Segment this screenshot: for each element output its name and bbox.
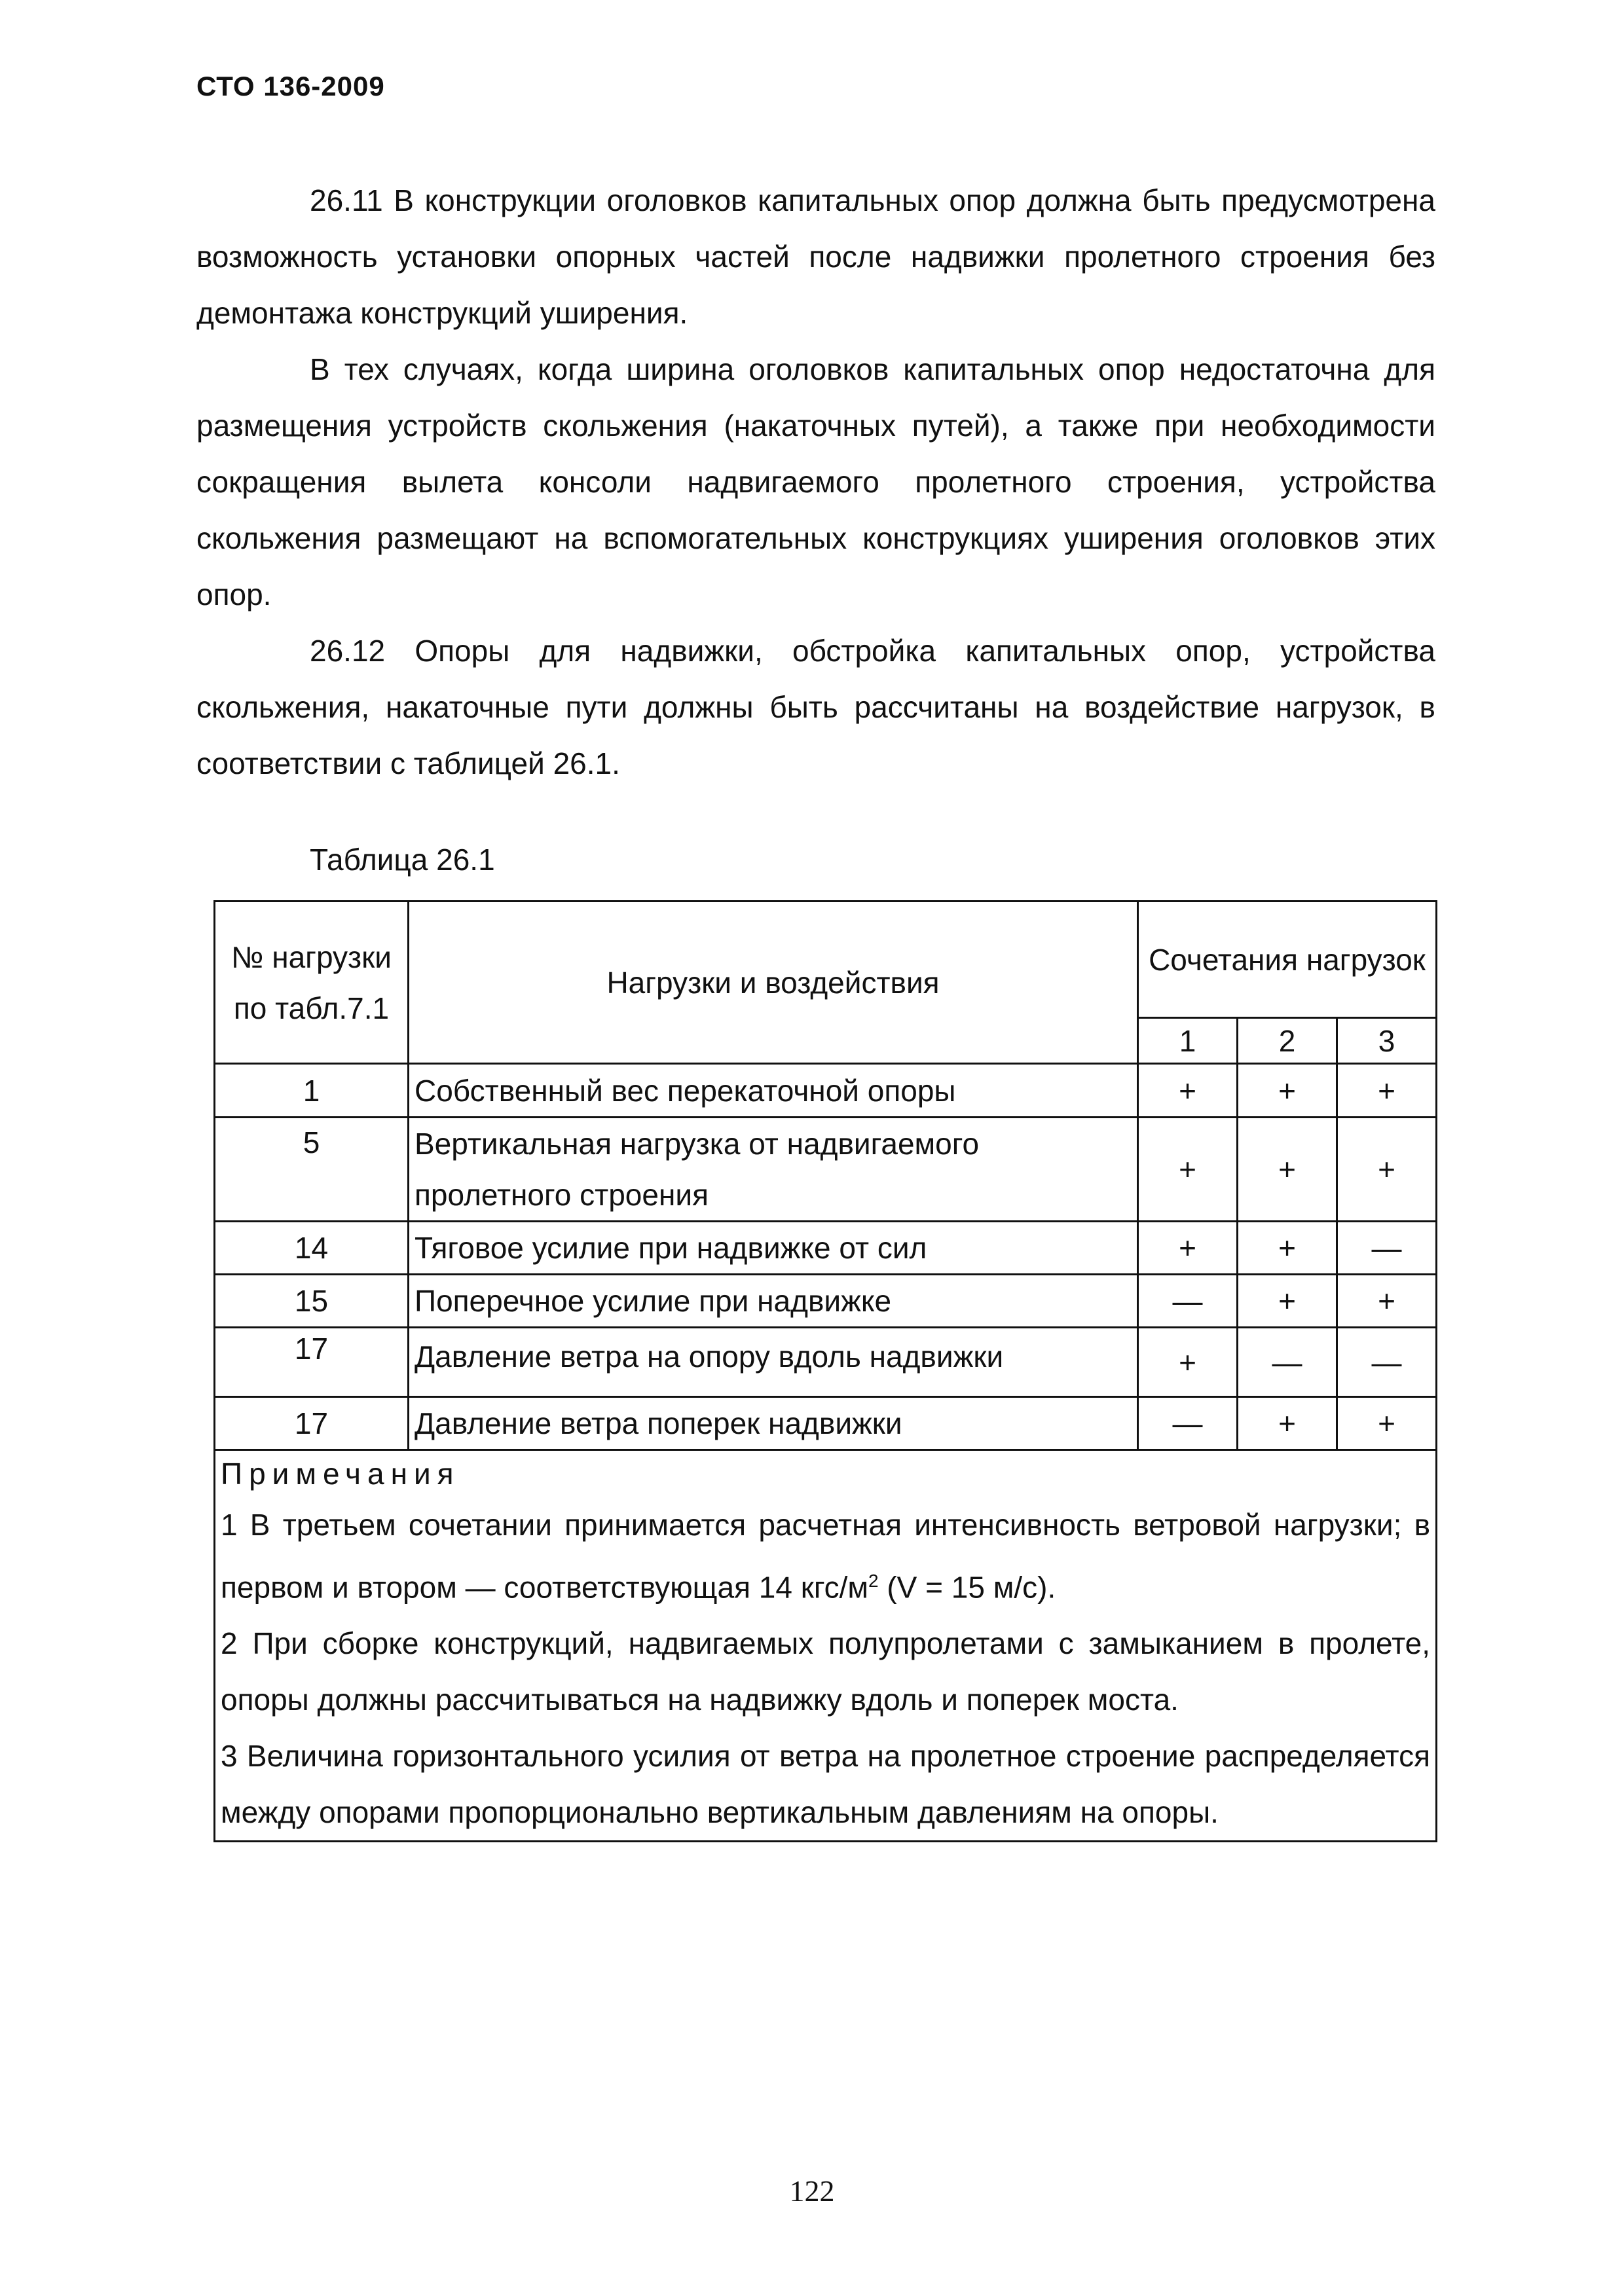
table-row bbox=[215, 1222, 1437, 1275]
header-combo-3: 3 bbox=[1337, 1018, 1437, 1064]
header-combinations: Сочетания нагрузок bbox=[1138, 902, 1437, 1018]
note-2: 2 При сборке конструкций, надвигаемых полупролетами с замыканием в пролете, опоры должны рассчитываться на надвижку вдоль и поперек моста. bbox=[221, 1626, 1431, 1717]
load-description: Вертикальная нагрузка от надвигаемого пролетного строения bbox=[409, 1118, 1138, 1222]
table-row bbox=[215, 1328, 1437, 1397]
table-row bbox=[215, 1064, 1437, 1118]
combo-mark: + bbox=[1337, 1397, 1437, 1450]
header-combo-1: 1 bbox=[1138, 1018, 1238, 1064]
combo-mark: + bbox=[1238, 1275, 1337, 1328]
load-description: Тяговое усилие при надвижке от сил bbox=[409, 1222, 1138, 1275]
load-number: 14 bbox=[215, 1222, 409, 1275]
header-combo-2: 2 bbox=[1238, 1018, 1337, 1064]
load-number: 17 bbox=[215, 1328, 409, 1397]
combo-mark: + bbox=[1238, 1118, 1337, 1222]
notes-title: Примечания bbox=[221, 1457, 460, 1491]
notes-cell bbox=[215, 1450, 1437, 1842]
paragraph-26-11: 26.11 В конструкции оголовков капитальных опор должна быть предусмотрена возможность установки опорных частей после надвижки пролетного строения без демонтажа конструкций уширения. bbox=[196, 183, 1435, 330]
combo-mark: + bbox=[1138, 1118, 1238, 1222]
load-description: Поперечное усилие при надвижке bbox=[409, 1275, 1138, 1328]
table-caption: Таблица 26.1 bbox=[310, 843, 495, 877]
combo-mark: + bbox=[1337, 1064, 1437, 1118]
combo-mark: + bbox=[1238, 1397, 1337, 1450]
paragraph-26-11-cont: В тех случаях, когда ширина оголовков капитальных опор недостаточна для размещения устройств скольжения (накаточных путей), а также при необходимости сокращения вылета консоли надвигаемого пролетного строения, устройства скольжения размещают на вспомогательных конструкциях уширения оголовков этих опор. bbox=[196, 352, 1435, 611]
notes-row bbox=[215, 1450, 1437, 1842]
body-text bbox=[196, 172, 1435, 792]
note-1 bbox=[221, 1497, 1430, 1615]
paragraph-26-12: 26.12 Опоры для надвижки, обстройка капитальных опор, устройства скольжения, накаточные пути должны быть рассчитаны на воздействие нагрузок, в соответствии с таблицей 26.1. bbox=[196, 634, 1435, 780]
table-row bbox=[215, 1397, 1437, 1450]
combo-mark: — bbox=[1138, 1397, 1238, 1450]
note-1-text: 1 В третьем сочетании принимается расчетная интенсивность ветровой нагрузки; в первом и втором — соответствующая 14 кгс/м bbox=[221, 1508, 1431, 1605]
combo-mark: + bbox=[1337, 1118, 1437, 1222]
combo-mark: + bbox=[1238, 1222, 1337, 1275]
note-3: 3 Величина горизонтального усилия от ветра на пролетное строение распределяется между опорами пропорционально вертикальным давлениям на опоры. bbox=[221, 1739, 1431, 1830]
load-description: Собственный вес перекаточной опоры bbox=[409, 1064, 1138, 1118]
combo-mark: + bbox=[1138, 1328, 1238, 1397]
note-1-superscript: 2 bbox=[868, 1571, 879, 1591]
table-header-row bbox=[215, 902, 1437, 1018]
combo-mark: — bbox=[1138, 1275, 1238, 1328]
load-number: 1 bbox=[215, 1064, 409, 1118]
document-code: СТО 136-2009 bbox=[196, 71, 385, 101]
note-1-tail: (V = 15 м/с). bbox=[878, 1570, 1056, 1605]
table-row bbox=[215, 1275, 1437, 1328]
combo-mark: — bbox=[1238, 1328, 1337, 1397]
combo-mark: + bbox=[1138, 1064, 1238, 1118]
header-loads: Нагрузки и воздействия bbox=[409, 902, 1138, 1064]
combo-mark: + bbox=[1337, 1275, 1437, 1328]
page-number: 122 bbox=[789, 2174, 835, 2208]
load-number: 5 bbox=[215, 1118, 409, 1222]
table-row bbox=[215, 1118, 1437, 1222]
load-description: Давление ветра на опору вдоль надвижки bbox=[409, 1328, 1138, 1397]
combo-mark: — bbox=[1337, 1328, 1437, 1397]
combo-mark: + bbox=[1138, 1222, 1238, 1275]
load-number: 15 bbox=[215, 1275, 409, 1328]
loads-table bbox=[213, 900, 1437, 1842]
combo-mark: + bbox=[1238, 1064, 1337, 1118]
load-description: Давление ветра поперек надвижки bbox=[409, 1397, 1138, 1450]
header-load-number: № нагрузки по табл.7.1 bbox=[215, 902, 409, 1064]
combo-mark: — bbox=[1337, 1222, 1437, 1275]
load-number: 17 bbox=[215, 1397, 409, 1450]
